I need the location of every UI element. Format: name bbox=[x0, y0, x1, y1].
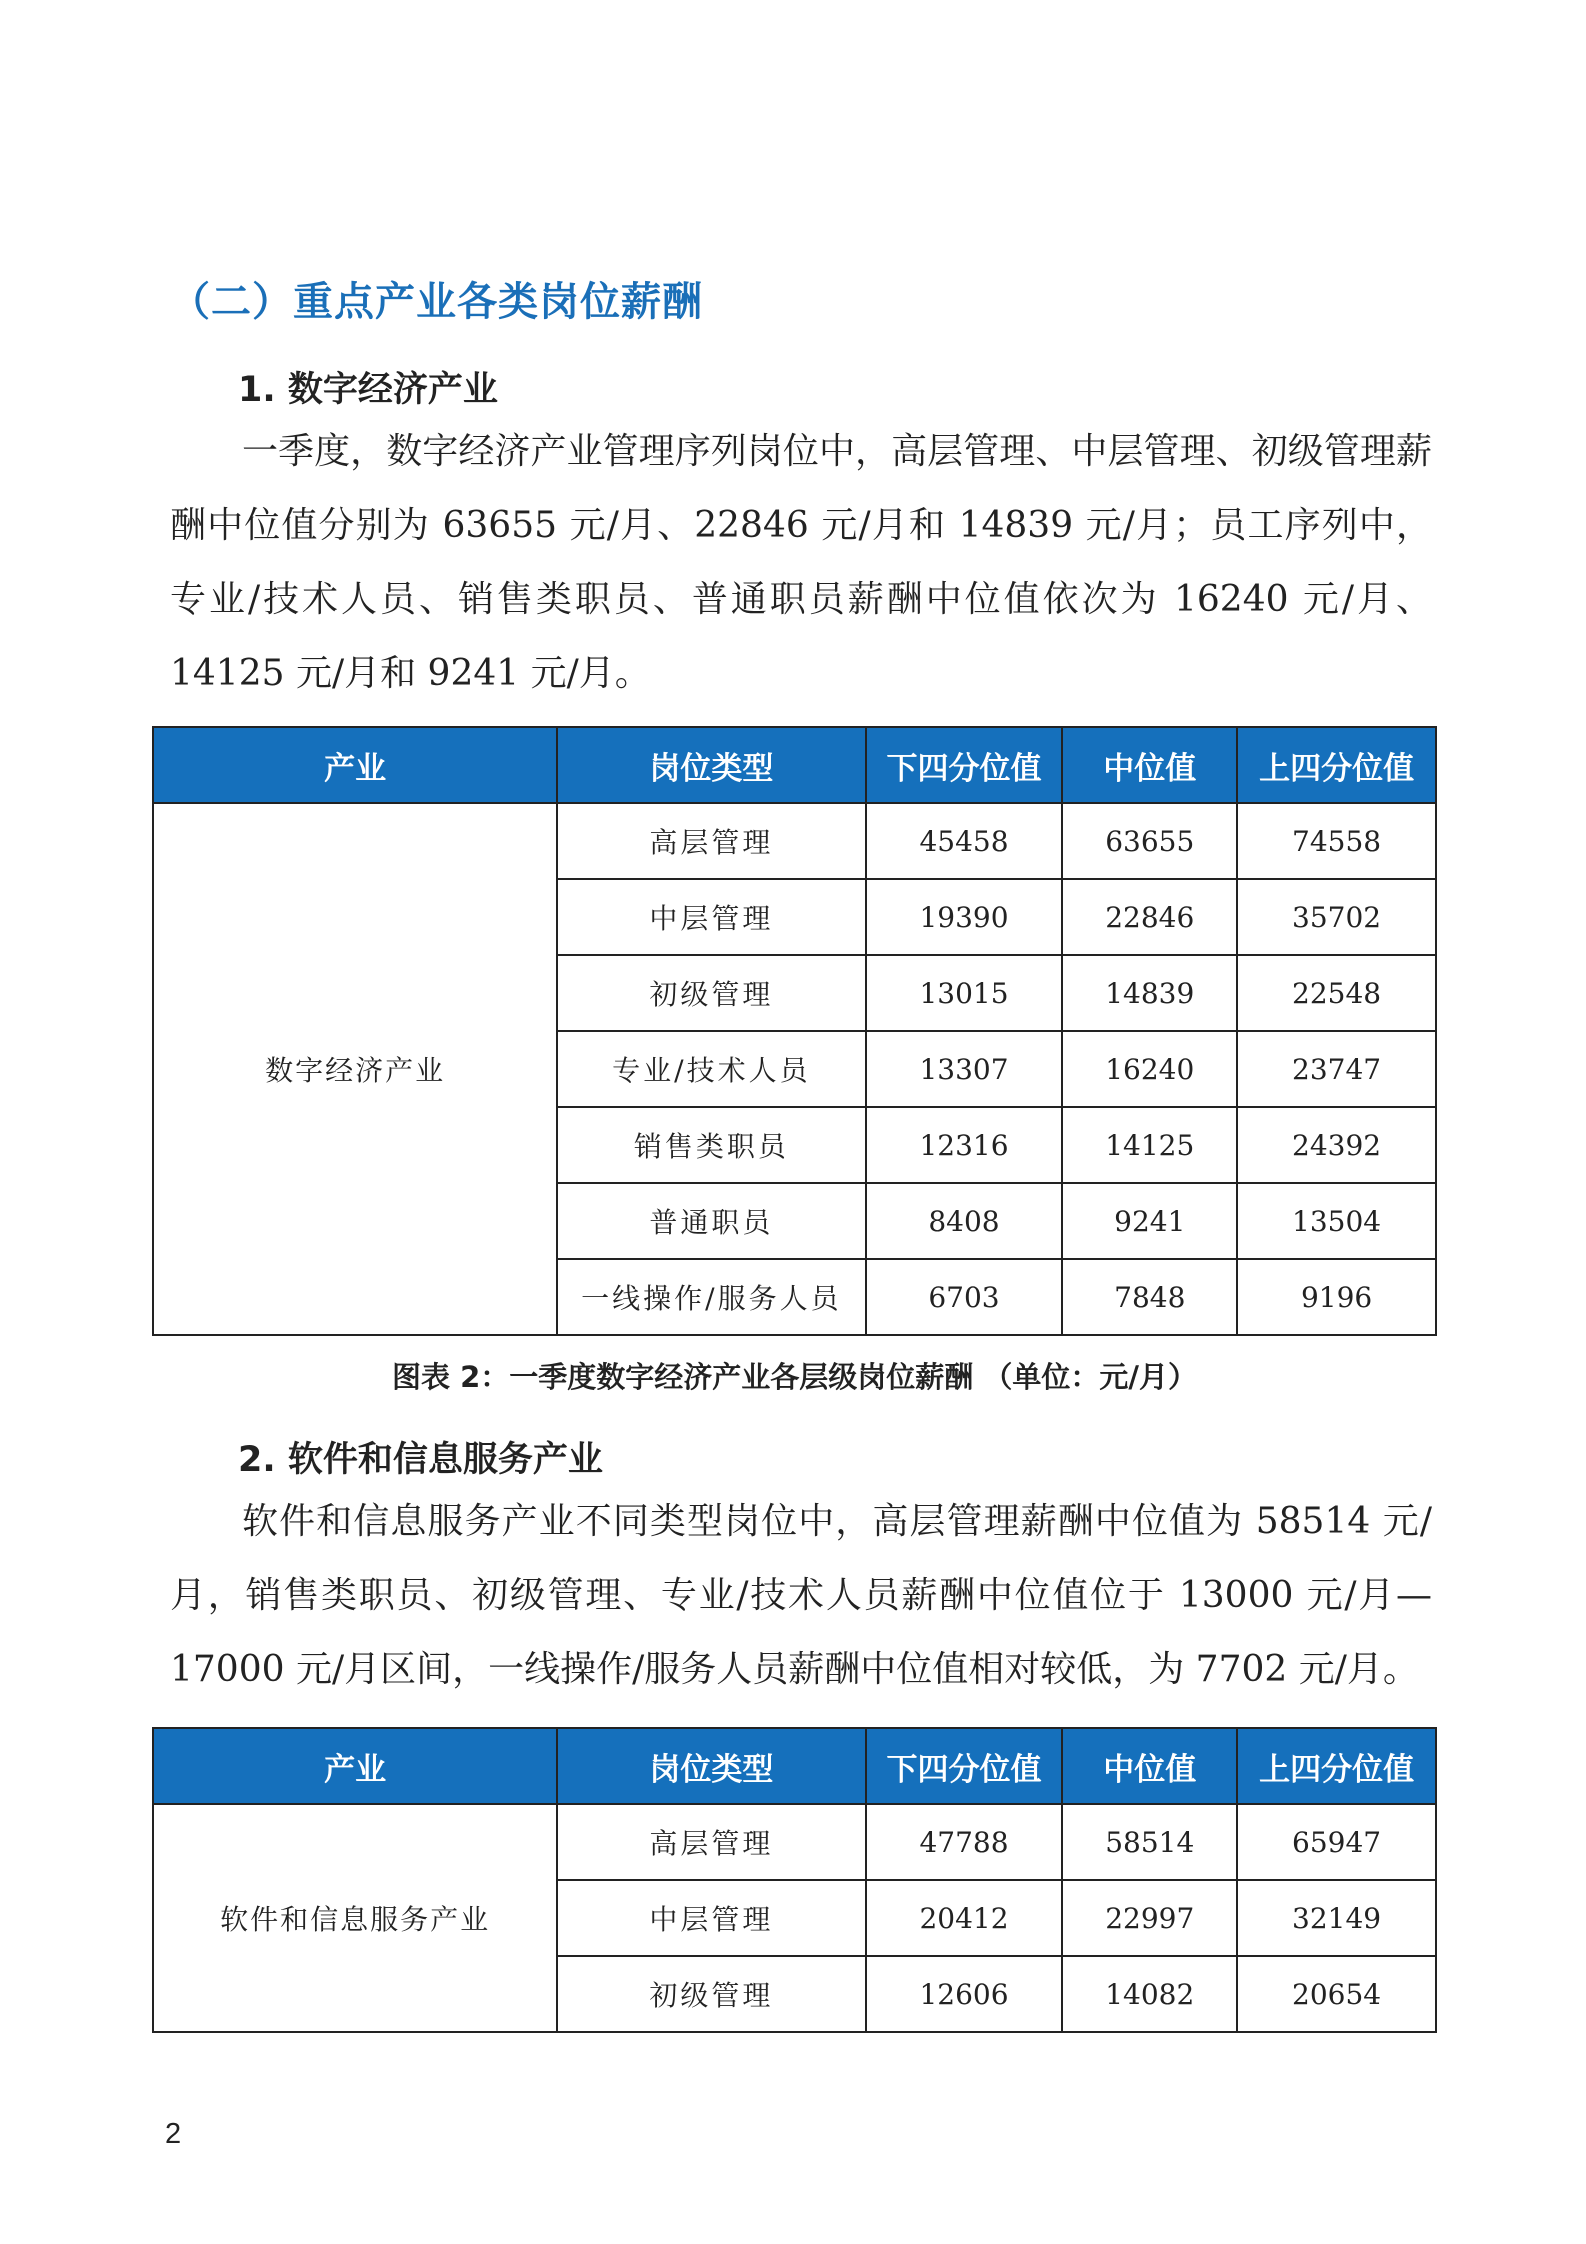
upper-quartile-cell: 23747 bbox=[1237, 1031, 1436, 1107]
header-upper-quartile: 上四分位值 bbox=[1237, 727, 1436, 803]
industry-cell: 数字经济产业 bbox=[153, 803, 557, 1335]
lower-quartile-cell: 13307 bbox=[866, 1031, 1063, 1107]
position-cell: 一线操作/服务人员 bbox=[557, 1259, 865, 1335]
lower-quartile-cell: 12606 bbox=[866, 1956, 1063, 2032]
page-number: 2 bbox=[165, 2118, 182, 2150]
position-cell: 初级管理 bbox=[557, 955, 865, 1031]
upper-quartile-cell: 65947 bbox=[1237, 1804, 1436, 1880]
median-cell: 16240 bbox=[1062, 1031, 1237, 1107]
lower-quartile-cell: 6703 bbox=[866, 1259, 1063, 1335]
median-cell: 14125 bbox=[1062, 1107, 1237, 1183]
upper-quartile-cell: 9196 bbox=[1237, 1259, 1436, 1335]
part1-title: 1. 数字经济产业 bbox=[238, 370, 498, 410]
position-cell: 普通职员 bbox=[557, 1183, 865, 1259]
position-cell: 中层管理 bbox=[557, 1880, 865, 1956]
upper-quartile-cell: 32149 bbox=[1237, 1880, 1436, 1956]
position-cell: 中层管理 bbox=[557, 879, 865, 955]
part2-title: 2. 软件和信息服务产业 bbox=[238, 1440, 603, 1480]
upper-quartile-cell: 22548 bbox=[1237, 955, 1436, 1031]
position-cell: 销售类职员 bbox=[557, 1107, 865, 1183]
table-header-row bbox=[153, 727, 1436, 803]
median-cell: 14839 bbox=[1062, 955, 1237, 1031]
position-cell: 高层管理 bbox=[557, 803, 865, 879]
upper-quartile-cell: 35702 bbox=[1237, 879, 1436, 955]
upper-quartile-cell: 13504 bbox=[1237, 1183, 1436, 1259]
header-median: 中位值 bbox=[1062, 1728, 1237, 1804]
upper-quartile-cell: 74558 bbox=[1237, 803, 1436, 879]
lower-quartile-cell: 12316 bbox=[866, 1107, 1063, 1183]
header-upper-quartile: 上四分位值 bbox=[1237, 1728, 1436, 1804]
median-cell: 7848 bbox=[1062, 1259, 1237, 1335]
header-position-type: 岗位类型 bbox=[557, 727, 865, 803]
lower-quartile-cell: 19390 bbox=[866, 879, 1063, 955]
section-title: （二）重点产业各类岗位薪酬 bbox=[170, 279, 703, 325]
header-median: 中位值 bbox=[1062, 727, 1237, 803]
lower-quartile-cell: 13015 bbox=[866, 955, 1063, 1031]
part2-paragraph: 软件和信息服务产业不同类型岗位中，高层管理薪酬中位值为 58514 元/月，销售类职员、初级管理、专业/技术人员薪酬中位值位于 13000 元/月—17000 元/月区间，一线操作/服务人员薪酬中位值相对较低，为 7702 元/月。 bbox=[170, 1501, 1432, 1690]
lower-quartile-cell: 45458 bbox=[866, 803, 1063, 879]
table-digital-economy bbox=[152, 726, 1437, 1336]
median-cell: 63655 bbox=[1062, 803, 1237, 879]
lower-quartile-cell: 47788 bbox=[866, 1804, 1063, 1880]
upper-quartile-cell: 24392 bbox=[1237, 1107, 1436, 1183]
header-position-type: 岗位类型 bbox=[557, 1728, 865, 1804]
median-cell: 9241 bbox=[1062, 1183, 1237, 1259]
header-industry: 产业 bbox=[153, 727, 557, 803]
median-cell: 58514 bbox=[1062, 1804, 1237, 1880]
part1-paragraph: 一季度，数字经济产业管理序列岗位中，高层管理、中层管理、初级管理薪酬中位值分别为 63655 元/月、22846 元/月和 14839 元/月；员工序列中，专业/技术人员、销售类职员、普通职员薪酬中位值依次为 16240 元/月、14125 元/月和 9241 元/月。 bbox=[170, 431, 1432, 694]
table-row bbox=[153, 803, 1436, 879]
table-header-row bbox=[153, 1728, 1436, 1804]
median-cell: 14082 bbox=[1062, 1956, 1237, 2032]
position-cell: 高层管理 bbox=[557, 1804, 865, 1880]
table-row bbox=[153, 1804, 1436, 1880]
position-cell: 初级管理 bbox=[557, 1956, 865, 2032]
header-lower-quartile: 下四分位值 bbox=[866, 727, 1063, 803]
table-caption: 图表 2：一季度数字经济产业各层级岗位薪酬 （单位：元/月） bbox=[392, 1360, 1197, 1394]
position-cell: 专业/技术人员 bbox=[557, 1031, 865, 1107]
lower-quartile-cell: 20412 bbox=[866, 1880, 1063, 1956]
upper-quartile-cell: 20654 bbox=[1237, 1956, 1436, 2032]
lower-quartile-cell: 8408 bbox=[866, 1183, 1063, 1259]
header-industry: 产业 bbox=[153, 1728, 557, 1804]
median-cell: 22846 bbox=[1062, 879, 1237, 955]
table-software-info-services bbox=[152, 1727, 1437, 2033]
header-lower-quartile: 下四分位值 bbox=[866, 1728, 1063, 1804]
median-cell: 22997 bbox=[1062, 1880, 1237, 1956]
industry-cell: 软件和信息服务产业 bbox=[153, 1804, 557, 2032]
